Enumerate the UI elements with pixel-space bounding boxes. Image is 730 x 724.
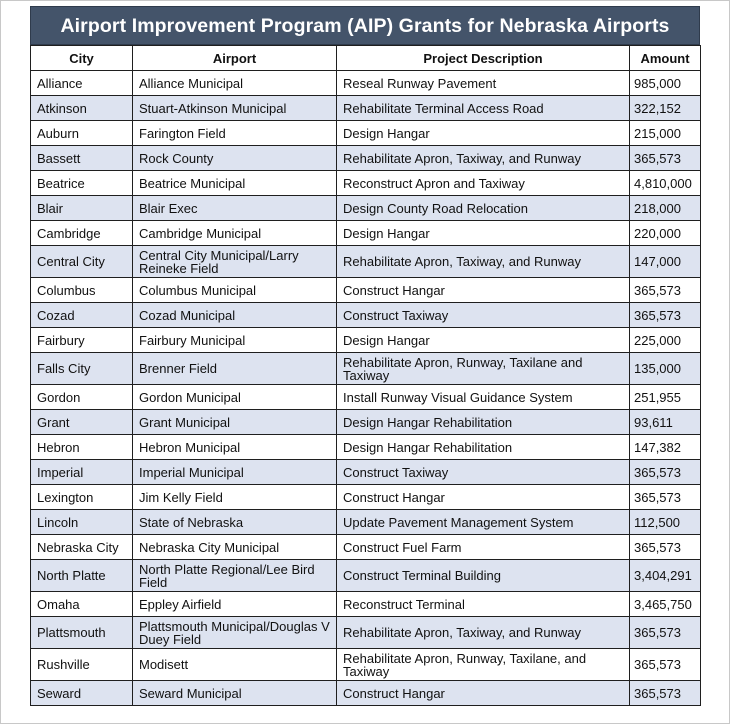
cell-project-description: Rehabilitate Apron, Taxiway, and Runway (337, 617, 630, 649)
column-header-city: City (31, 46, 133, 71)
cell-amount: 147,000 (630, 246, 701, 278)
cell-amount: 135,000 (630, 353, 701, 385)
cell-amount: 251,955 (630, 385, 701, 410)
cell-amount: 3,404,291 (630, 560, 701, 592)
cell-project-description: Rehabilitate Apron, Taxiway, and Runway (337, 246, 630, 278)
cell-city: Nebraska City (31, 535, 133, 560)
cell-airport: Nebraska City Municipal (133, 535, 337, 560)
cell-amount: 365,573 (630, 649, 701, 681)
cell-airport: Gordon Municipal (133, 385, 337, 410)
cell-airport: Rock County (133, 146, 337, 171)
cell-amount: 147,382 (630, 435, 701, 460)
cell-amount: 365,573 (630, 460, 701, 485)
cell-airport: Plattsmouth Municipal/Douglas V Duey Field (133, 617, 337, 649)
table-row (31, 146, 701, 171)
cell-airport: Stuart-Atkinson Municipal (133, 96, 337, 121)
cell-amount: 218,000 (630, 196, 701, 221)
table-row (31, 410, 701, 435)
cell-city: Gordon (31, 385, 133, 410)
table-row (31, 221, 701, 246)
cell-project-description: Rehabilitate Apron, Runway, Taxilane, and Taxiway (337, 649, 630, 681)
cell-city: Cozad (31, 303, 133, 328)
table-row (31, 510, 701, 535)
cell-airport: Eppley Airfield (133, 592, 337, 617)
table-title: Airport Improvement Program (AIP) Grants for Nebraska Airports (30, 6, 700, 45)
cell-airport: Jim Kelly Field (133, 485, 337, 510)
cell-city: Columbus (31, 278, 133, 303)
table-row (31, 485, 701, 510)
cell-project-description: Rehabilitate Terminal Access Road (337, 96, 630, 121)
cell-airport: Cambridge Municipal (133, 221, 337, 246)
cell-airport: Cozad Municipal (133, 303, 337, 328)
column-header-amount: Amount (630, 46, 701, 71)
cell-airport: Blair Exec (133, 196, 337, 221)
cell-city: Falls City (31, 353, 133, 385)
cell-project-description: Design Hangar (337, 328, 630, 353)
cell-city: Blair (31, 196, 133, 221)
table-row (31, 385, 701, 410)
cell-city: Plattsmouth (31, 617, 133, 649)
table-body (31, 71, 701, 706)
cell-project-description: Construct Hangar (337, 485, 630, 510)
cell-project-description: Design Hangar Rehabilitation (337, 410, 630, 435)
cell-airport: Central City Municipal/Larry Reineke Field (133, 246, 337, 278)
table-row (31, 278, 701, 303)
cell-amount: 225,000 (630, 328, 701, 353)
table-row (31, 353, 701, 385)
table-row (31, 121, 701, 146)
cell-amount: 215,000 (630, 121, 701, 146)
cell-city: Atkinson (31, 96, 133, 121)
cell-amount: 365,573 (630, 278, 701, 303)
cell-airport: Fairbury Municipal (133, 328, 337, 353)
cell-project-description: Construct Fuel Farm (337, 535, 630, 560)
cell-city: Cambridge (31, 221, 133, 246)
cell-city: Hebron (31, 435, 133, 460)
cell-city: Lincoln (31, 510, 133, 535)
cell-project-description: Reconstruct Apron and Taxiway (337, 171, 630, 196)
cell-project-description: Reseal Runway Pavement (337, 71, 630, 96)
cell-city: Grant (31, 410, 133, 435)
table-row (31, 328, 701, 353)
cell-airport: Imperial Municipal (133, 460, 337, 485)
cell-amount: 365,573 (630, 617, 701, 649)
cell-airport: North Platte Regional/Lee Bird Field (133, 560, 337, 592)
cell-airport: Modisett (133, 649, 337, 681)
cell-airport: Brenner Field (133, 353, 337, 385)
cell-airport: Seward Municipal (133, 681, 337, 706)
table-row (31, 171, 701, 196)
cell-amount: 112,500 (630, 510, 701, 535)
cell-airport: Farington Field (133, 121, 337, 146)
cell-city: Rushville (31, 649, 133, 681)
column-header-project-description: Project Description (337, 46, 630, 71)
cell-amount: 365,573 (630, 485, 701, 510)
cell-project-description: Rehabilitate Apron, Runway, Taxilane and Taxiway (337, 353, 630, 385)
cell-amount: 220,000 (630, 221, 701, 246)
table-row (31, 560, 701, 592)
grants-table (30, 45, 701, 706)
cell-city: Imperial (31, 460, 133, 485)
cell-airport: Columbus Municipal (133, 278, 337, 303)
cell-city: Auburn (31, 121, 133, 146)
table-row (31, 535, 701, 560)
cell-project-description: Design Hangar (337, 121, 630, 146)
table-row (31, 196, 701, 221)
cell-project-description: Design Hangar Rehabilitation (337, 435, 630, 460)
cell-amount: 365,573 (630, 303, 701, 328)
cell-airport: Grant Municipal (133, 410, 337, 435)
cell-city: Omaha (31, 592, 133, 617)
table-row (31, 303, 701, 328)
cell-city: Alliance (31, 71, 133, 96)
table-row (31, 649, 701, 681)
cell-airport: Alliance Municipal (133, 71, 337, 96)
column-header-airport: Airport (133, 46, 337, 71)
cell-amount: 365,573 (630, 681, 701, 706)
table-row (31, 592, 701, 617)
cell-airport: Beatrice Municipal (133, 171, 337, 196)
cell-project-description: Design County Road Relocation (337, 196, 630, 221)
cell-project-description: Design Hangar (337, 221, 630, 246)
cell-amount: 322,152 (630, 96, 701, 121)
cell-city: Central City (31, 246, 133, 278)
cell-amount: 3,465,750 (630, 592, 701, 617)
cell-city: Fairbury (31, 328, 133, 353)
cell-project-description: Construct Taxiway (337, 303, 630, 328)
cell-project-description: Install Runway Visual Guidance System (337, 385, 630, 410)
table-row (31, 96, 701, 121)
cell-city: Lexington (31, 485, 133, 510)
cell-project-description: Construct Hangar (337, 278, 630, 303)
cell-city: Beatrice (31, 171, 133, 196)
cell-city: North Platte (31, 560, 133, 592)
table-row (31, 435, 701, 460)
cell-amount: 365,573 (630, 146, 701, 171)
cell-city: Bassett (31, 146, 133, 171)
cell-project-description: Reconstruct Terminal (337, 592, 630, 617)
table-row (31, 246, 701, 278)
table-row (31, 617, 701, 649)
cell-city: Seward (31, 681, 133, 706)
cell-project-description: Construct Hangar (337, 681, 630, 706)
cell-amount: 365,573 (630, 535, 701, 560)
cell-amount: 93,611 (630, 410, 701, 435)
cell-airport: Hebron Municipal (133, 435, 337, 460)
cell-project-description: Construct Taxiway (337, 460, 630, 485)
cell-project-description: Update Pavement Management System (337, 510, 630, 535)
cell-project-description: Construct Terminal Building (337, 560, 630, 592)
table-row (31, 71, 701, 96)
document-page (30, 6, 700, 706)
header-row (31, 46, 701, 71)
cell-amount: 985,000 (630, 71, 701, 96)
cell-amount: 4,810,000 (630, 171, 701, 196)
cell-project-description: Rehabilitate Apron, Taxiway, and Runway (337, 146, 630, 171)
table-row (31, 681, 701, 706)
table-row (31, 460, 701, 485)
cell-airport: State of Nebraska (133, 510, 337, 535)
